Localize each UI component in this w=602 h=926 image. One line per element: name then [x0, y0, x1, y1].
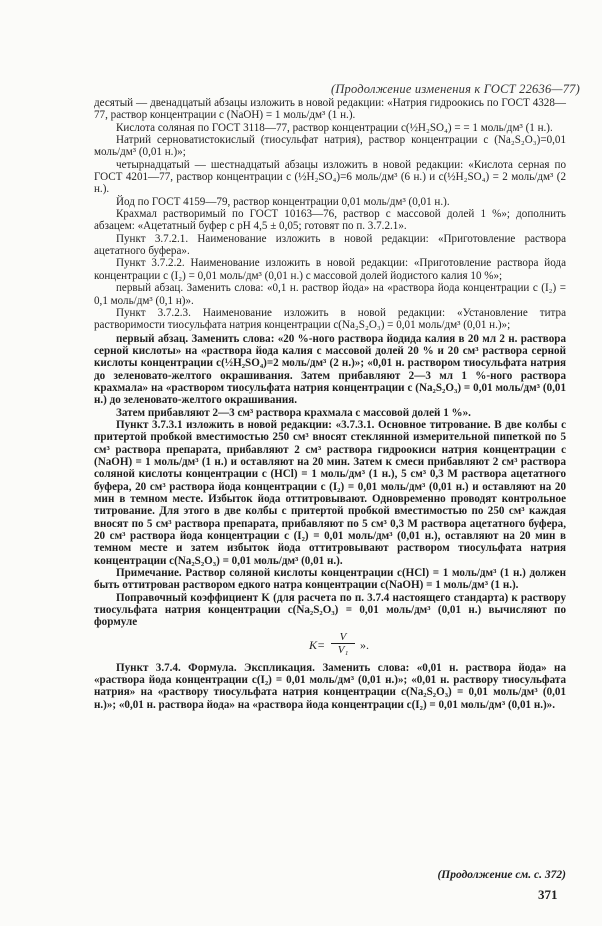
paragraph: Йод по ГОСТ 4159—79, раствор концентрации 0,01 моль/дм³ (0,01 н.).: [116, 195, 450, 208]
paragraph: Пункт 3.7.2.2. Наименование изложить в новой редакции: «Приготовление раствора йода концентрации c (I₂) = 0,01 моль/дм³ (0,01 н.) с массовой долей йодистого калия 10 %»;: [94, 257, 566, 282]
paragraph: Затем прибавляют 2—3 см³ раствора крахмала с массовой долей 1 %».: [116, 406, 471, 419]
paragraph: Пункт 3.7.2.3. Наименование изложить в новой редакции: «Установление титра растворимости тиосульфата натрия концентрации c(Na₂S₂O₃) = 0,01 моль/дм³ (0,01 н.)»;: [94, 306, 566, 332]
document-body: [94, 97, 566, 711]
paragraph: Крахмал растворимый по ГОСТ 10163—76, раствор с массовой долей 1 %»; дополнить абзацем: «Ацетатный буфер с pH 4,5 ± 0,05; готовят по п. 3.7.2.1».: [94, 208, 566, 233]
note-paragraph: Примечание. Раствор соляной кислоты концентрации c(HCl) = 1 моль/дм³ (1 н.) должен быть оттитрован раствором едкого натра концентрации c(NaOH) = 1 моль/дм³ (1 н.).: [94, 567, 566, 592]
paragraph: первый абзац. Заменить слова: «0,1 н. раствор йода» на «раствора йода концентрации c (I₂) = 0,1 моль/дм³ (0,1 н)».: [94, 282, 566, 307]
paragraph: четырнадцатый — шестнадцатый абзацы изложить в новой редакции: «Кислота серная по ГОСТ 4201—77, раствор концентрации c (½H₂SO₄)=6 моль/дм³ (6 н.) и c(½H₂SO₄) = 2 моль/дм³ (2 н.).: [94, 158, 566, 196]
running-header: (Продолжение изменения к ГОСТ 22636—77): [330, 82, 580, 96]
formula-lhs: K=: [309, 637, 326, 652]
formula-tail: ».: [360, 637, 369, 652]
paragraph: Кислота соляная по ГОСТ 3118—77, раствор концентрации c(½H₂SO₄) = = 1 моль/дм³ (1 н.).: [116, 121, 553, 134]
paragraph: Поправочный коэффициент K (для расчета по п. 3.7.4 настоящего стандарта) к раствору тиосульфата натрия концентрации c(Na₂S₂O₃) = 0,01 моль/дм³ (0,01 н.) вычисляют по формуле: [94, 591, 566, 629]
paragraph: Пункт 3.7.3.1 изложить в новой редакции: «3.7.3.1. Основное титрование. В две колбы с притертой пробкой вместимостью 250 см³ вносят стеклянной измерительной пипеткой по 5 см³ раствора препарата, прибавляют 2 см³ раствора гидроокиси натрия концентрации c (NaOH) = 1 моль/дм³ (1 н.) и оставляют на 20 мин. Затем к смеси прибавляют 2 см³ раствора соляной кислоты концентрации c (HCl) = 1 моль/дм³ (1 н.), 5 см³ 0,3 М раствора ацетатного буфера, 20 см³ раствора йода концентрации c (I₂) = 0,01 моль/дм³ (0,01 н.) и оставляют на 20 мин в темном месте. Избыток йода оттитровывают. Одновременно проводят контрольное титрование. Для этого в две колбы с притертой пробкой вместимостью по 250 см³ каждая вносят по 5 см³ раствора препарата, прибавляют по 5 см³ 0,3 М раствора ацетатного буфера, 20 см³ раствора йода концентрации c (I₂) = 0,01 моль/дм³ (0,01 н.), оставляют на 20 мин в темном месте и затем избыток йода оттитровывают раствором тиосульфата натрия концентрации c(Na₂S₂O₃) = 0,01 моль/дм³ (0,01 н.).: [94, 418, 566, 567]
paragraph: Пункт 3.7.4. Формула. Экспликация. Заменить слова: «0,01 н. раствора йода» на «раствора йода концентрации c(I₂) = 0,01 моль/дм³ (0,01 н.)»; «0,01 н. раствору тиосульфата натрия» на «раствору тиосульфата натрия концентрации c(Na₂S₂O₃) = 0,01 моль/дм³ (0,01 н.)»; «0,01 н. раствора йода» на «раствора йода концентрации c(I₂) = 0,01 моль/дм³ (0,01 н.)».: [94, 661, 566, 711]
paragraph: десятый — двенадцатый абзацы изложить в новой редакции: «Натрия гидроокись по ГОСТ 4328—77, раствор концентрации c (NaOH) = 1 моль/дм³ (1 н.).: [94, 97, 566, 122]
page-number: 371: [538, 887, 558, 902]
paragraph: Пункт 3.7.2.1. Наименование изложить в новой редакции: «Приготовление раствора ацетатного буфера».: [94, 232, 566, 258]
formula-numerator: V: [331, 631, 355, 644]
formula: [94, 631, 566, 659]
formula-fraction: [331, 631, 355, 656]
paragraph: Натрий серноватистокислый (тиосульфат натрия), раствор концентрации c (Na₂S₂O₃)=0,01 моль/дм³ (0,01 н.)»;: [94, 134, 566, 159]
continuation-note: (Продолжение см. с. 372): [437, 869, 566, 881]
formula-denominator: V₁: [337, 643, 349, 656]
paragraph: первый абзац. Заменить слова: «20 %-ного раствора йодида калия в 20 мл 2 н. раствора серной кислоты» на «раствора йода калия с массовой долей 20 % и 20 см³ раствора серной кислоты концентрации c(½H₂SO₄)=2 моль/дм³ (2 н.)»; «0,01 н. раствором тиосульфата натрия до зеленовато-желтого окрашивания. Затем прибавляют 2—3 мл 1 %-ного раствора крахмала» на «раствором тиосульфата натрия концентрации c (Na₂S₂O₃) = 0,01 моль/дм³ (0,01 н.) до зеленовато-желтого окрашивания.: [94, 332, 566, 407]
